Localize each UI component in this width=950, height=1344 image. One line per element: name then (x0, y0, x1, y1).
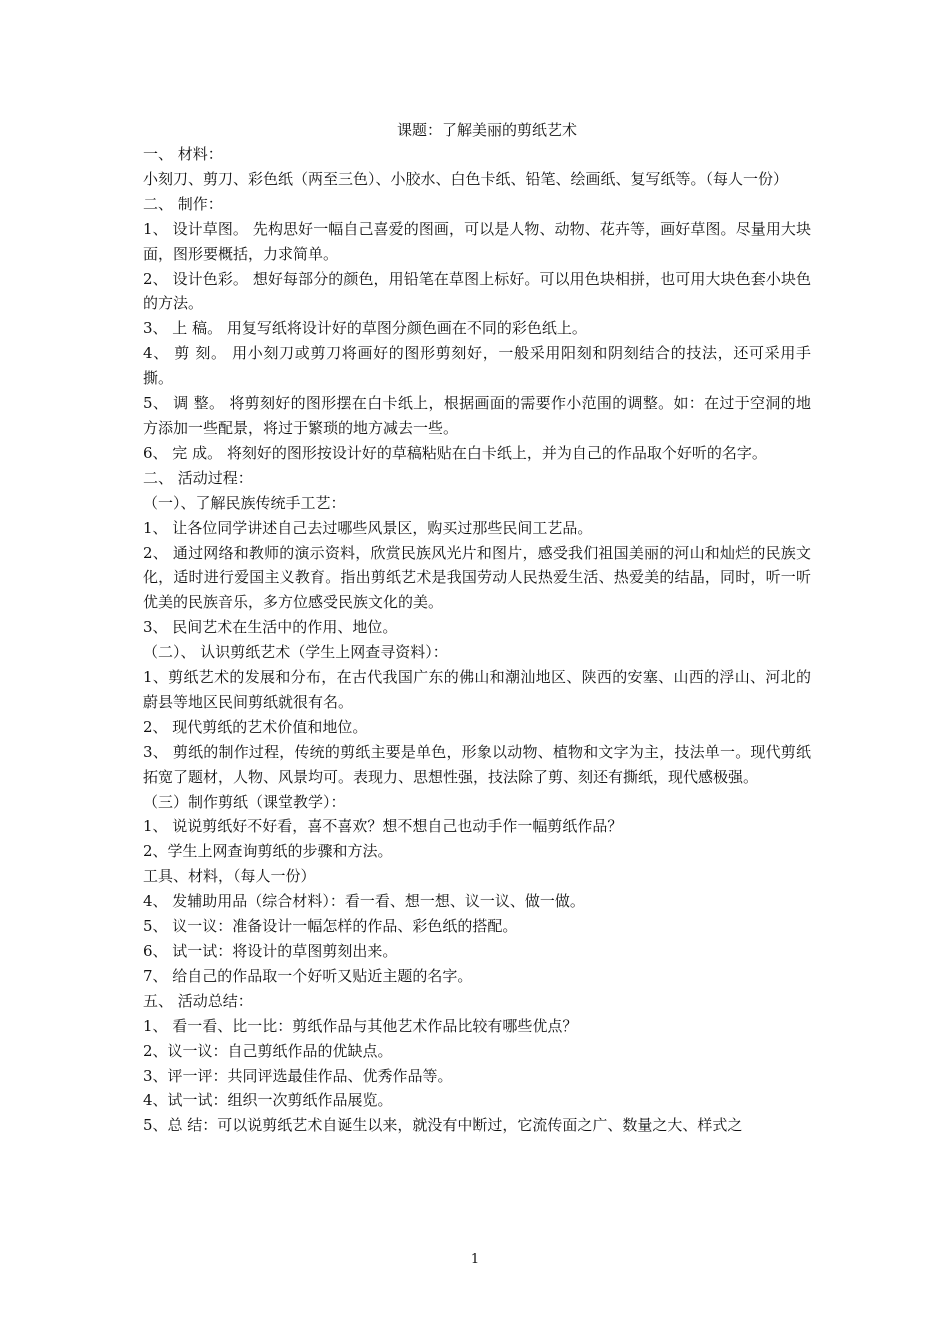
section-heading-activity-process: 二、 活动过程： (143, 468, 253, 487)
paragraph-summary-4: 4、试一试：组织一次剪纸作品展览。 (143, 1091, 393, 1110)
paragraph-activity-3-6: 6、 试一试：将设计的草图剪刻出来。 (143, 942, 398, 960)
page-number: 1 (470, 1252, 480, 1267)
paragraph-step-4: 4、 剪 刻。 用小刻刀或剪刀将画好的图形剪刻好，一般采用阳刻和阴刻结合的技法，还可采用手撕。 (143, 344, 811, 388)
paragraph-activity-3-4: 4、 发辅助用品（综合材料）：看一看、想一想、议一议、做一做。 (143, 892, 585, 911)
paragraph-activity-2-3: 3、 剪纸的制作过程，传统的剪纸主要是单色，形象以动物、植物和文字为主，技法单一。现代剪纸拓宽了题材，人物、风景均可。表现力、思想性强，技法除了剪、刻还有撕纸，现代感极强。 (143, 742, 811, 786)
subsection-heading-1: （一）、了解民族传统手工艺： (143, 493, 346, 512)
section-heading-production: 二、 制作： (143, 194, 223, 213)
paragraph-step-1: 1、 设计草图。 先构思好一幅自己喜爱的图画，可以是人物、动物、花卉等，画好草图。尽量用大块面，图形要概括，力求简单。 (143, 219, 811, 263)
paragraph-step-6: 6、 完 成。 将刻好的图形按设计好的草稿粘贴在白卡纸上，并为自己的作品取个好听的名字。 (143, 443, 767, 462)
paragraph-step-5: 5、 调 整。 将剪刻好的图形摆在白卡纸上，根据画面的需要作小范围的调整。如：在过于空洞的地方添加一些配景，将过于繁琐的地方减去一些。 (143, 394, 811, 437)
paragraph-activity-1-2: 2、 通过网络和教师的演示资料，欣赏民族风光片和图片，感受我们祖国美丽的河山和灿烂的民族文化，适时进行爱国主义教育。指出剪纸艺术是我国劳动人民热爱生活、热爱美的结晶，同时，听一听优美的民族音乐，多方位感受民族文化的美。 (143, 543, 811, 612)
paragraph-summary-5: 5、总 结：可以说剪纸艺术自诞生以来，就没有中断过，它流传面之广、数量之大、样式之 (143, 1116, 743, 1135)
paragraph-summary-3: 3、评一评：共同评选最佳作品、优秀作品等。 (143, 1066, 453, 1085)
paragraph-activity-3-7: 7、 给自己的作品取一个好听又贴近主题的名字。 (143, 966, 473, 985)
paragraph-activity-3-2: 2、学生上网查询剪纸的步骤和方法。 (143, 842, 393, 861)
paragraph-activity-3-1: 1、 说说剪纸好不好看，喜不喜欢？想不想自己也动手作一幅剪纸作品？ (143, 817, 623, 836)
paragraph-activity-2-2: 2、 现代剪纸的艺术价值和地位。 (143, 717, 368, 736)
paragraph-activity-1-3: 3、 民间艺术在生活中的作用、地位。 (143, 618, 398, 637)
paragraph-activity-1-1: 1、 让各位同学讲述自己去过哪些风景区，购买过那些民间工艺品。 (143, 518, 593, 537)
paragraph-step-3: 3、 上 稿。 用复写纸将设计好的草图分颜色画在不同的彩色纸上。 (143, 319, 587, 338)
paragraph-summary-1: 1、 看一看、比一比：剪纸作品与其他艺术作品比较有哪些优点？ (143, 1016, 578, 1035)
document-body (143, 142, 811, 1138)
paragraph-activity-3-5: 5、 议一议：准备设计一幅怎样的作品、彩色纸的搭配。 (143, 917, 518, 936)
subsection-heading-3: （三）制作剪纸（课堂教学）： (143, 792, 346, 811)
section-heading-summary: 五、 活动总结： (143, 991, 253, 1010)
document-title: 课题：了解美丽的剪纸艺术 (396, 121, 577, 139)
paragraph-activity-2-1: 1、剪纸艺术的发展和分布，在古代我国广东的佛山和潮汕地区、陕西的安塞、山西的浮山、河北的蔚县等地区民间剪纸就很有名。 (143, 668, 811, 711)
section-heading-materials: 一、 材料： (143, 145, 223, 163)
subsection-heading-2: （二）、 认识剪纸艺术（学生上网查寻资料）： (143, 643, 448, 662)
paragraph-step-2: 2、 设计色彩。 想好每部分的颜色，用铅笔在草图上标好。可以用色块相拼，也可用大块色套小块色的方法。 (143, 269, 811, 313)
paragraph-tools-materials: 工具、材料，（每人一份） (143, 867, 316, 886)
paragraph-summary-2: 2、议一议：自己剪纸作品的优缺点。 (143, 1041, 393, 1060)
paragraph-materials-list: 小刻刀、剪刀、彩色纸（两至三色）、小胶水、白色卡纸、铅笔、绘画纸、复写纸等。（每人一份） (143, 169, 789, 188)
